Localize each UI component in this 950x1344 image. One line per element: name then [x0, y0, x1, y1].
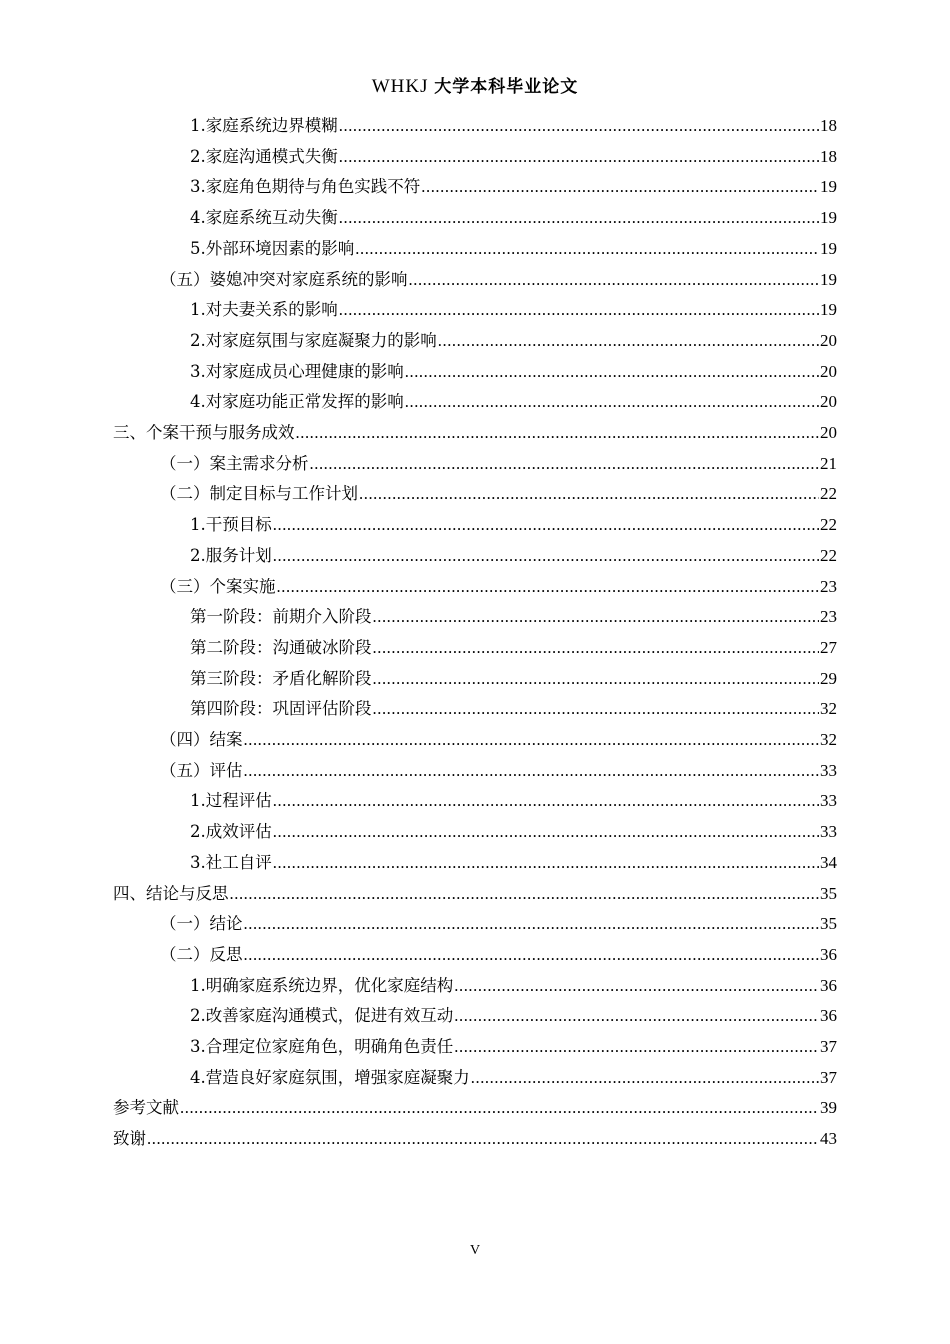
toc-entry[interactable]: [113, 879, 837, 909]
toc-leader-dots: [244, 909, 820, 939]
toc-entry-page: 34: [820, 852, 837, 872]
toc-leader-dots: [180, 1093, 819, 1123]
toc-entry[interactable]: [190, 1063, 837, 1093]
toc-entry-title: 5.外部环境因素的影响: [190, 238, 355, 258]
toc-entry-page: 36: [820, 1006, 837, 1026]
toc-entry-title: （二）制定目标与工作计划: [160, 484, 358, 504]
toc-entry-title: 1.过程评估: [190, 791, 272, 811]
toc-leader-dots: [296, 418, 820, 448]
toc-entry-page: 37: [820, 1037, 837, 1056]
toc-leader-dots: [373, 694, 820, 724]
toc-entry-title: 2.改善家庭沟通模式，促进有效互动: [190, 1006, 454, 1026]
toc-entry-title: （三）个案实施: [160, 576, 276, 596]
toc-leader-dots: [273, 817, 819, 847]
toc-entry-page: 19: [820, 300, 837, 320]
toc-entry-title: 4.营造良好家庭氛围，增强家庭凝聚力: [190, 1067, 470, 1087]
toc-entry[interactable]: [190, 602, 837, 632]
toc-entry-page: 33: [820, 791, 837, 811]
toc-entry[interactable]: [160, 479, 837, 509]
toc-entry-title: 2.成效评估: [190, 822, 272, 842]
toc-leader-dots: [373, 602, 820, 632]
toc-entry-title: 第四阶段：巩固评估阶段: [190, 699, 372, 719]
toc-entry-title: 1.明确家庭系统边界，优化家庭结构: [190, 975, 454, 995]
toc-leader-dots: [310, 449, 820, 479]
toc-entry-page: 37: [820, 1067, 837, 1087]
toc-entry[interactable]: [190, 694, 837, 724]
toc-entry[interactable]: [190, 633, 837, 663]
toc-entry-page: 19: [820, 269, 837, 289]
toc-entry-number: 三、: [113, 423, 146, 442]
toc-leader-dots: [373, 664, 820, 694]
toc-entry-page: 36: [820, 975, 837, 995]
toc-entry[interactable]: [160, 756, 837, 786]
toc-entry-title: 3.社工自评: [190, 852, 272, 872]
toc-entry-title: 2.对家庭氛围与家庭凝聚力的影响: [190, 330, 437, 350]
toc-leader-dots: [273, 510, 819, 540]
toc-entry-page: 22: [820, 515, 837, 535]
toc-entry[interactable]: [190, 387, 837, 417]
toc-entry[interactable]: [190, 1001, 837, 1031]
toc-entry-title: 结论与反思: [146, 883, 229, 903]
toc-entry-title: 1.家庭系统边界模糊: [190, 116, 338, 135]
toc-entry-page: 20: [820, 392, 837, 412]
toc-leader-dots: [373, 633, 820, 663]
toc-entry-title: （四）结案: [160, 730, 243, 749]
toc-entry-title: 第一阶段：前期介入阶段: [190, 607, 372, 627]
toc-entry[interactable]: [190, 541, 837, 571]
header-title: 大学本科毕业论文: [434, 77, 579, 97]
toc-entry-page: 23: [820, 576, 837, 596]
toc-leader-dots: [421, 172, 819, 202]
toc-entry-title: （五）评估: [160, 760, 243, 780]
toc-entry[interactable]: [160, 449, 837, 479]
toc-entry-page: 33: [820, 822, 837, 842]
toc-entry[interactable]: [113, 1093, 837, 1123]
toc-entry-page: 22: [820, 484, 837, 504]
toc-entry[interactable]: [160, 572, 837, 602]
toc-entry-page: 21: [820, 453, 837, 473]
toc-leader-dots: [409, 265, 820, 295]
toc-entry-title: 2.家庭沟通模式失衡: [190, 146, 338, 166]
toc-entry-page: 22: [820, 545, 837, 565]
toc-entry-title: 致谢: [113, 1129, 146, 1149]
toc-entry[interactable]: [113, 418, 837, 448]
toc-entry-page: 33: [820, 760, 837, 780]
toc-entry-title: 第三阶段：矛盾化解阶段: [190, 668, 372, 688]
toc-entry-page: 18: [820, 146, 837, 166]
toc-leader-dots: [438, 326, 819, 356]
toc-leader-dots: [244, 725, 820, 755]
toc-entry-title: 1.干预目标: [190, 515, 272, 535]
toc-entry[interactable]: [190, 664, 837, 694]
toc-entry-page: 39: [820, 1098, 837, 1118]
toc-entry-title: 3.家庭角色期待与角色实践不符: [190, 177, 421, 197]
toc-entry-title: 1.对夫妻关系的影响: [190, 300, 338, 320]
header-prefix: WHKJ: [371, 76, 429, 97]
toc-entry-page: 20: [820, 423, 837, 442]
toc-entry[interactable]: [190, 817, 837, 847]
toc-leader-dots: [339, 295, 819, 325]
toc-entry-page: 19: [820, 177, 837, 197]
toc-entry-page: 19: [820, 208, 837, 228]
toc-entry[interactable]: [160, 909, 837, 939]
toc-entry-title: （五）婆媳冲突对家庭系统的影响: [160, 269, 408, 289]
toc-leader-dots: [355, 234, 819, 264]
toc-entry[interactable]: [160, 265, 837, 295]
toc-entry-page: 35: [820, 914, 837, 934]
toc-leader-dots: [339, 203, 819, 233]
toc-leader-dots: [454, 1032, 819, 1062]
toc-leader-dots: [471, 1063, 819, 1093]
toc-leader-dots: [405, 357, 819, 387]
toc-entry-title: 2.服务计划: [190, 545, 272, 565]
toc-entry-title: 4.对家庭功能正常发挥的影响: [190, 392, 404, 412]
toc-entry[interactable]: [190, 1032, 837, 1062]
toc-entry-page: 19: [820, 238, 837, 258]
toc-entry-number: 四、: [113, 883, 146, 903]
toc-entry-title: （二）反思: [160, 944, 243, 964]
toc-entry-title: 3.合理定位家庭角色，明确角色责任: [190, 1037, 454, 1056]
toc-entry-title: （一）案主需求分析: [160, 453, 309, 473]
toc-entry-page: 32: [820, 699, 837, 719]
toc-entry-title: 个案干预与服务成效: [146, 423, 295, 442]
toc-entry[interactable]: [190, 142, 837, 172]
toc-entry-page: 23: [820, 607, 837, 627]
toc-leader-dots: [277, 572, 820, 602]
toc-entry-page: 43: [820, 1129, 837, 1149]
toc-leader-dots: [273, 541, 819, 571]
toc-leader-dots: [359, 479, 819, 509]
toc-entry-title: 4.家庭系统互动失衡: [190, 208, 338, 228]
toc-entry[interactable]: [190, 203, 837, 233]
toc-entry-page: 20: [820, 361, 837, 381]
toc-entry-page: 27: [820, 637, 837, 657]
toc-entry-title: （一）结论: [160, 914, 243, 934]
toc-entry[interactable]: [190, 848, 837, 878]
toc-leader-dots: [454, 971, 819, 1001]
toc-entry[interactable]: [113, 1124, 837, 1154]
page-number: V: [469, 1243, 481, 1258]
toc-entry[interactable]: [190, 357, 837, 387]
toc-leader-dots: [454, 1001, 819, 1031]
toc-entry-page: 20: [820, 330, 837, 350]
toc-leader-dots: [244, 756, 820, 786]
toc-entry-title: 3.对家庭成员心理健康的影响: [190, 361, 404, 381]
toc-entry[interactable]: [160, 940, 837, 970]
toc-entry[interactable]: [190, 326, 837, 356]
toc-entry[interactable]: [190, 234, 837, 264]
toc-leader-dots: [273, 848, 819, 878]
toc-entry-title: 第二阶段：沟通破冰阶段: [190, 637, 372, 657]
toc-entry-page: 29: [820, 668, 837, 688]
toc-leader-dots: [230, 879, 820, 909]
toc-entry[interactable]: [190, 971, 837, 1001]
toc-leader-dots: [273, 786, 819, 816]
toc-entry[interactable]: [190, 172, 837, 202]
toc-entry-page: 32: [820, 730, 837, 749]
toc-leader-dots: [339, 142, 819, 172]
toc-leader-dots: [147, 1124, 819, 1154]
toc-entry[interactable]: [190, 786, 837, 816]
toc-entry-page: 35: [820, 883, 837, 903]
toc-entry[interactable]: [190, 295, 837, 325]
toc-entry[interactable]: [160, 725, 837, 755]
toc-entry[interactable]: [190, 111, 837, 141]
toc-entry-page: 36: [820, 944, 837, 964]
toc-entry-page: 18: [820, 116, 837, 135]
page-header: [0, 74, 950, 100]
toc-leader-dots: [244, 940, 820, 970]
toc-entry-title: 参考文献: [113, 1098, 179, 1118]
toc-entry[interactable]: [190, 510, 837, 540]
toc-leader-dots: [339, 111, 819, 141]
toc-leader-dots: [405, 387, 819, 417]
